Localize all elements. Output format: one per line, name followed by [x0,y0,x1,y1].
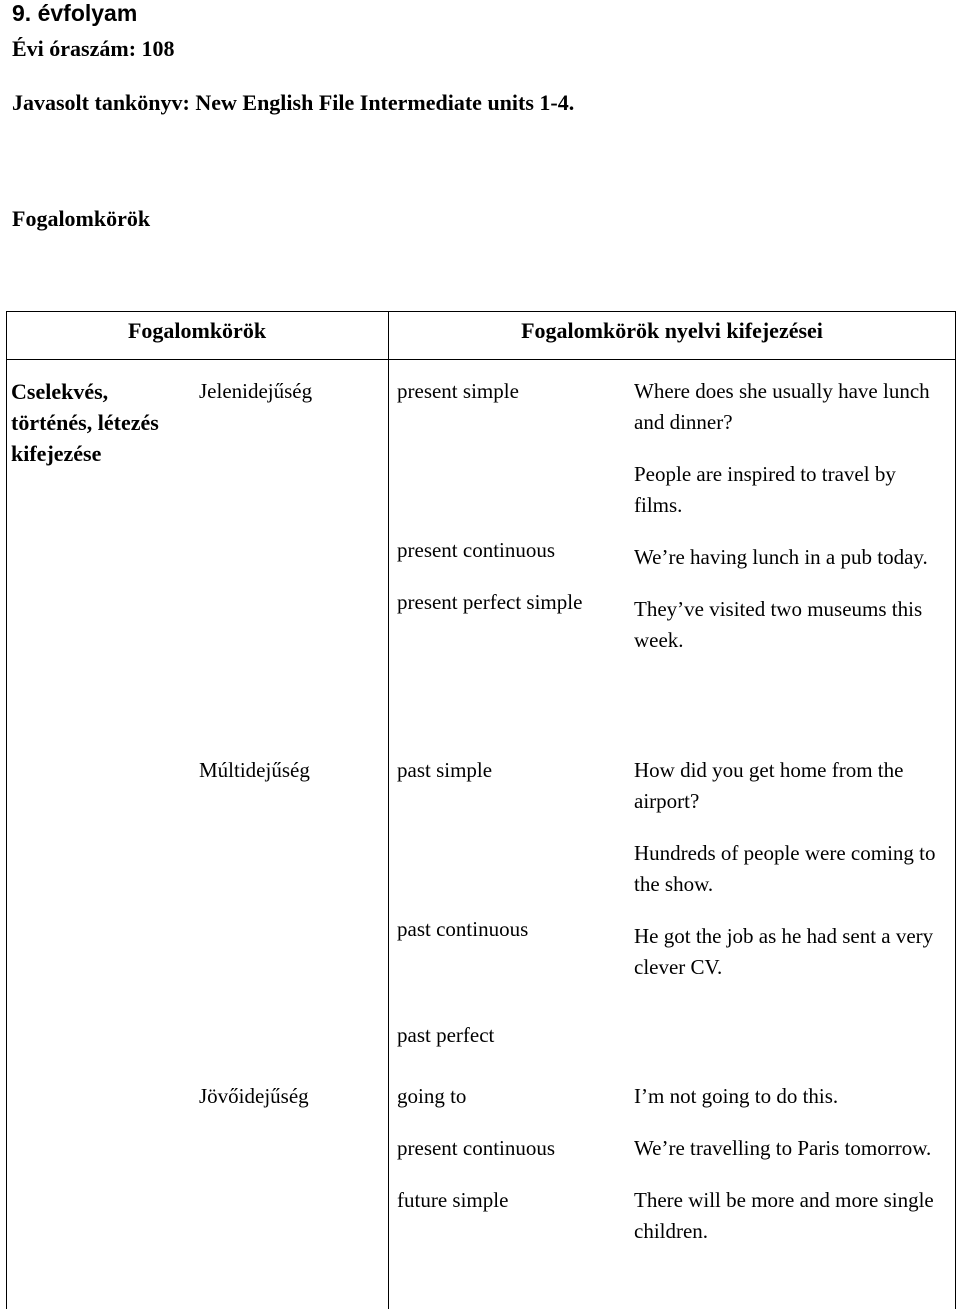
example-sentence: Hundreds of people were coming to the show. [634,841,936,896]
form-present-perfect-simple: present perfect simple [397,590,583,614]
example-sentence: We’re travelling to Paris tomorrow. [634,1136,932,1160]
form-present-simple: present simple [397,379,519,403]
example-sentence: They’ve visited two museums this week. [634,597,923,652]
grade-heading: 9. évfolyam [12,0,138,26]
textbook-line: Javasolt tankönyv: New English File Intermediate units 1-4. [12,90,575,115]
form-past-perfect: past perfect [397,1023,495,1047]
form-past-continuous: past continuous [397,917,529,941]
hours-line: Évi óraszám: 108 [12,36,175,61]
tense-label-past: Múltidejűség [199,758,310,782]
form-future-present-continuous: present continuous [397,1136,556,1160]
column-header-concepts: Fogalomkörök [127,318,267,343]
example-sentence: Where does she usually have lunch and dinner? [634,379,930,434]
table-left-border [6,311,7,1309]
form-past-simple: past simple [397,758,493,782]
form-future-simple: future simple [397,1188,509,1212]
category-label: Cselekvés, történés, létezés kifejezése [11,379,159,466]
table-right-border [955,311,956,1309]
section-heading: Fogalomkörök [12,206,151,231]
tense-label-future: Jövőidejűség [199,1084,309,1108]
example-list-past [634,755,939,983]
example-list-present [634,376,939,656]
form-present-continuous: present continuous [397,538,556,562]
form-going-to: going to [397,1084,467,1108]
tense-label-present: Jelenidejűség [199,379,313,403]
table-column-divider [388,311,389,1309]
example-sentence: He got the job as he had sent a very clever CV. [634,924,934,979]
table-top-border [6,311,956,312]
column-header-expressions: Fogalomkörök nyelvi kifejezései [521,318,823,343]
example-list-future [634,1081,939,1247]
table-header-divider [6,359,956,360]
example-sentence: We’re having lunch in a pub today. [634,545,928,569]
example-sentence: I’m not going to do this. [634,1084,839,1108]
example-sentence: There will be more and more single children. [634,1188,934,1243]
example-sentence: How did you get home from the airport? [634,758,904,813]
example-sentence: People are inspired to travel by films. [634,462,896,517]
